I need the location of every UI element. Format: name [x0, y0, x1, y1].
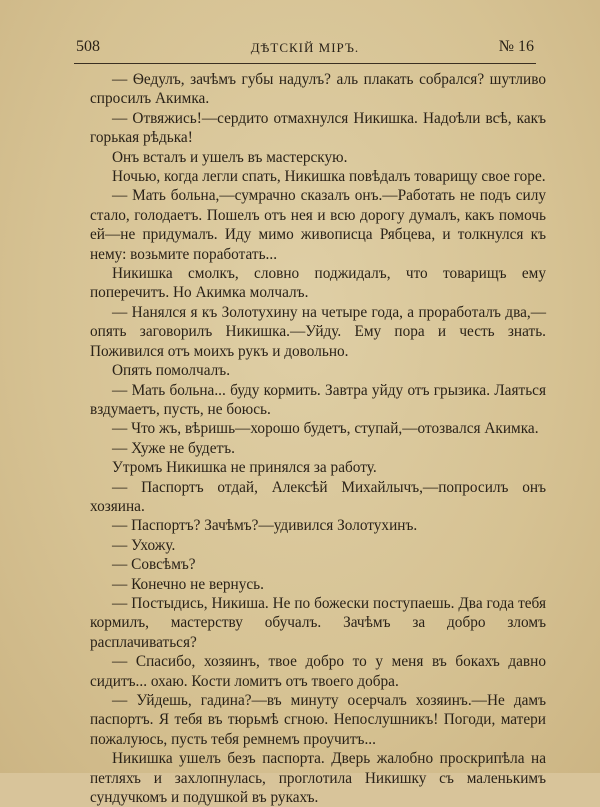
header-rule — [74, 63, 536, 64]
paragraph: — Конечно не вернусь. — [112, 575, 264, 593]
paragraph: — Постыдись, Никиша. Не по божески поступаешь. Два года тебя кормилъ, мастерству обучалъ. Зачѣмъ за добро зломъ расплачиваться? — [90, 594, 546, 651]
paragraph: Онъ всталъ и ушелъ въ мастерскую. — [112, 148, 348, 166]
journal-title: ДѢТСКІЙ МІРЪ. — [250, 40, 360, 55]
paragraph: — Мать больна,—сумрачно сказалъ онъ.—Работать не подъ силу стало, голодаетъ. Пошелъ отъ нея и всю дорогу думалъ, какъ помочь ей—не придумалъ. Иду мимо живописца Рябцева, и толкнулся къ нему: возьмите поработать... — [90, 187, 546, 263]
body-text — [90, 70, 546, 807]
paragraph: — Уйдешь, гадина?—въ минуту осерчалъ хозяинъ.—Не дамъ паспортъ. Я тебя въ тюрьмѣ сгною. Непослушникъ! Погоди, матери пожалуюсь, пусть тебя ремнемъ проучитъ... — [90, 692, 546, 748]
paragraph: — Паспортъ? Зачѣмъ?—удивился Золотухинъ. — [112, 517, 418, 535]
paragraph: — Ѳедулъ, зачѣмъ губы надулъ? аль плакать собрался? шутливо спросилъ Акимка. — [90, 71, 546, 108]
paragraph: — Отвяжись!—сердито отмахнулся Никишка. Надоѣли всѣ, какъ горькая рѣдька! — [90, 109, 546, 147]
paragraph: — Хуже не будетъ. — [112, 439, 235, 457]
paragraph: — Мать больна... буду кормить. Завтра уйду отъ грызика. Лаяться вздумаетъ, пусть, не боюсь. — [90, 381, 546, 418]
paragraph: — Совсѣмъ? — [112, 556, 196, 574]
page-number: 508 — [76, 38, 100, 55]
paragraph: Утромъ Никишка не принялся за работу. — [112, 459, 377, 477]
paragraph: — Паспортъ отдай, Алексѣй Михайлычъ,—попросилъ онъ хозяина. — [90, 478, 546, 515]
issue-number: № 16 — [498, 38, 534, 55]
paragraph: — Что жъ, вѣришь—хорошо будетъ, ступай,—отозвался Акимка. — [112, 420, 539, 438]
paragraph: Опять помолчалъ. — [112, 362, 231, 380]
paragraph: Ночью, когда легли спать, Никишка повѣдалъ товарищу свое горе. — [112, 168, 546, 186]
paragraph: Никишка смолкъ, словно поджидалъ, что товарищъ ему поперечитъ. Но Акимка молчалъ. — [90, 265, 546, 302]
running-header — [76, 38, 534, 60]
paragraph: — Нанялся я къ Золотухину на четыре года, а проработалъ два,—опять заговорилъ Никишка.—Уйду. Ему пора и честь знать. Поживился отъ моихъ рукъ и довольно. — [90, 303, 546, 360]
paragraph: — Спасибо, хозяинъ, твое добро то у меня въ бокахъ давно сидитъ... охаю. Кости ломитъ отъ твоего добра. — [90, 653, 546, 690]
paragraph: — Ухожу. — [112, 536, 176, 554]
paragraph: Никишка ушелъ безъ паспорта. Дверь жалобно проскрипѣла на петляхъ и захлопнулась, проглотила Никишку съ маленькимъ сундучкомъ и подушкой въ рукахъ. — [90, 750, 546, 807]
